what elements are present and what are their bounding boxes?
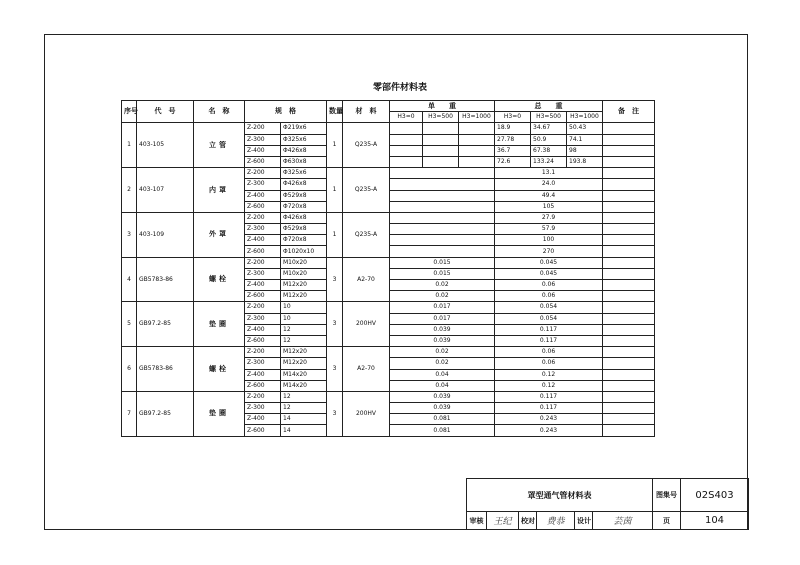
col-name: 名 称 [194,101,245,123]
total-h0-cell: 72.6 [495,156,531,167]
size-cell: Z-300 [245,358,281,369]
code-cell: GB97.2-85 [137,391,194,436]
total-weight-cell: 0.06 [495,291,603,302]
remark-cell [603,403,655,414]
col-spec: 规 格 [245,101,327,123]
spec-cell: M10x20 [281,268,327,279]
size-cell: Z-600 [245,335,281,346]
table-header-row [122,101,655,112]
remark-cell [603,168,655,179]
spec-cell: 14 [281,425,327,436]
size-cell: Z-600 [245,246,281,257]
total-weight-cell: 0.12 [495,369,603,380]
spec-cell: 12 [281,391,327,402]
remark-cell [603,347,655,358]
remark-cell [603,414,655,425]
atlas-label: 图集号 [653,479,681,512]
name-cell: 垫圈 [194,302,245,347]
total-weight-cell: 0.045 [495,257,603,268]
qty-cell: 1 [327,168,343,213]
size-cell: Z-200 [245,391,281,402]
unit-weight-cell: 0.081 [390,414,495,425]
size-cell: Z-400 [245,145,281,156]
size-cell: Z-400 [245,235,281,246]
total-h1000-cell: 50.43 [567,123,603,134]
total-h0-cell: 18.9 [495,123,531,134]
material-cell: A2-70 [343,257,390,302]
table-row [122,168,655,179]
seq-cell: 3 [122,212,137,257]
remark-cell [603,179,655,190]
spec-cell: M12x20 [281,358,327,369]
design-signature: 芸茵 [593,512,653,530]
col-unit-h0: H3=0 [390,112,423,123]
size-cell: Z-200 [245,212,281,223]
unit-weight-cell: 0.02 [390,280,495,291]
total-weight-cell: 0.12 [495,380,603,391]
size-cell: Z-200 [245,257,281,268]
design-label: 设计 [575,512,593,530]
qty-cell: 1 [327,123,343,168]
unit-weight-cell: 0.02 [390,291,495,302]
seq-cell: 5 [122,302,137,347]
material-cell: Q235-A [343,212,390,257]
remark-cell [603,302,655,313]
parts-table-body [122,123,655,436]
remark-cell [603,425,655,436]
remark-cell [603,201,655,212]
total-weight-cell: 0.054 [495,313,603,324]
review-signature: 王纪 [487,512,519,530]
col-total-weight: 总 重 [495,101,603,112]
unit-h1000-cell [459,123,495,134]
title-block [466,478,749,530]
size-cell: Z-300 [245,224,281,235]
qty-cell: 1 [327,212,343,257]
total-weight-cell: 0.054 [495,302,603,313]
qty-cell: 3 [327,391,343,436]
unit-weight-cell [390,168,495,179]
remark-cell [603,268,655,279]
page-number: 104 [681,512,749,530]
size-cell: Z-600 [245,156,281,167]
spec-cell: Φ1020x10 [281,246,327,257]
material-cell: A2-70 [343,347,390,392]
spec-cell: 12 [281,324,327,335]
col-material: 材 料 [343,101,390,123]
unit-h0-cell [390,156,423,167]
unit-h1000-cell [459,145,495,156]
remark-cell [603,246,655,257]
total-h0-cell: 36.7 [495,145,531,156]
size-cell: Z-600 [245,201,281,212]
unit-weight-cell: 0.039 [390,391,495,402]
col-qty: 数量 [327,101,343,123]
unit-weight-cell [390,246,495,257]
check-label: 校对 [519,512,537,530]
remark-cell [603,235,655,246]
code-cell: 403-107 [137,168,194,213]
size-cell: Z-400 [245,280,281,291]
col-unit-weight: 单 重 [390,101,495,112]
qty-cell: 3 [327,257,343,302]
spec-cell: Φ529x8 [281,190,327,201]
code-cell: GB5783-86 [137,257,194,302]
spec-cell: M14x20 [281,380,327,391]
review-label: 审核 [467,512,487,530]
size-cell: Z-200 [245,123,281,134]
seq-cell: 4 [122,257,137,302]
size-cell: Z-200 [245,168,281,179]
spec-cell: 12 [281,403,327,414]
col-seq: 序号 [122,101,137,123]
code-cell: GB97.2-85 [137,302,194,347]
spec-cell: 12 [281,335,327,346]
page-label: 页 [653,512,681,530]
name-cell: 螺栓 [194,347,245,392]
unit-weight-cell: 0.017 [390,302,495,313]
unit-h0-cell [390,145,423,156]
size-cell: Z-600 [245,380,281,391]
total-weight-cell: 49.4 [495,190,603,201]
spec-cell: Φ325x6 [281,168,327,179]
total-h1000-cell: 193.8 [567,156,603,167]
remark-cell [603,380,655,391]
document-title: 零部件材料表 [372,83,427,93]
remark-cell [603,391,655,402]
unit-weight-cell: 0.039 [390,335,495,346]
unit-h1000-cell [459,134,495,145]
remark-cell [603,212,655,223]
remark-cell [603,369,655,380]
size-cell: Z-400 [245,190,281,201]
unit-weight-cell: 0.02 [390,358,495,369]
spec-cell: Φ426x8 [281,145,327,156]
total-weight-cell: 0.243 [495,425,603,436]
total-weight-cell: 0.045 [495,268,603,279]
name-cell: 外罩 [194,212,245,257]
table-row [122,257,655,268]
size-cell: Z-300 [245,313,281,324]
total-h500-cell: 34.67 [531,123,567,134]
size-cell: Z-300 [245,403,281,414]
material-cell: Q235-A [343,168,390,213]
material-cell: 200HV [343,302,390,347]
remark-cell [603,257,655,268]
size-cell: Z-300 [245,134,281,145]
remark-cell [603,145,655,156]
total-h0-cell: 27.78 [495,134,531,145]
spec-cell: 14 [281,414,327,425]
spec-cell: Φ219x6 [281,123,327,134]
total-h1000-cell: 74.1 [567,134,603,145]
unit-weight-cell: 0.015 [390,268,495,279]
qty-cell: 3 [327,302,343,347]
table-row [122,212,655,223]
remark-cell [603,335,655,346]
unit-weight-cell: 0.081 [390,425,495,436]
unit-weight-cell: 0.039 [390,403,495,414]
total-weight-cell: 0.117 [495,324,603,335]
spec-cell: M12x20 [281,280,327,291]
size-cell: Z-600 [245,425,281,436]
code-cell: 403-105 [137,123,194,168]
unit-weight-cell [390,190,495,201]
size-cell: Z-300 [245,268,281,279]
unit-h0-cell [390,123,423,134]
material-cell: 200HV [343,391,390,436]
remark-cell [603,358,655,369]
remark-cell [603,280,655,291]
col-total-h1000: H3=1000 [567,112,603,123]
unit-h1000-cell [459,156,495,167]
check-signature: 费恭 [537,512,575,530]
qty-cell: 3 [327,347,343,392]
total-weight-cell: 57.9 [495,224,603,235]
spec-cell: Φ720x8 [281,235,327,246]
unit-h500-cell [423,145,459,156]
remark-cell [603,156,655,167]
name-cell: 立管 [194,123,245,168]
total-weight-cell: 0.06 [495,347,603,358]
unit-weight-cell [390,224,495,235]
seq-cell: 7 [122,391,137,436]
total-h1000-cell: 98 [567,145,603,156]
spec-cell: Φ325x6 [281,134,327,145]
seq-cell: 6 [122,347,137,392]
spec-cell: Φ720x8 [281,201,327,212]
table-row [122,347,655,358]
total-weight-cell: 0.06 [495,280,603,291]
code-cell: 403-109 [137,212,194,257]
size-cell: Z-200 [245,302,281,313]
col-total-h0: H3=0 [495,112,531,123]
unit-weight-cell: 0.02 [390,347,495,358]
spec-cell: M12x20 [281,291,327,302]
spec-cell: Φ426x8 [281,179,327,190]
name-cell: 垫圈 [194,391,245,436]
atlas-number: 02S403 [681,479,749,512]
name-cell: 内罩 [194,168,245,213]
remark-cell [603,224,655,235]
remark-cell [603,134,655,145]
size-cell: Z-200 [245,347,281,358]
remark-cell [603,324,655,335]
unit-h500-cell [423,156,459,167]
total-weight-cell: 105 [495,201,603,212]
total-h500-cell: 67.38 [531,145,567,156]
unit-weight-cell [390,235,495,246]
spec-cell: Φ426x8 [281,212,327,223]
spec-cell: M10x20 [281,257,327,268]
table-row [122,391,655,402]
unit-weight-cell: 0.04 [390,380,495,391]
table-row [122,302,655,313]
col-unit-h1000: H3=1000 [459,112,495,123]
total-weight-cell: 0.117 [495,403,603,414]
spec-cell: M14x20 [281,369,327,380]
seq-cell: 2 [122,168,137,213]
unit-weight-cell [390,201,495,212]
name-cell: 螺栓 [194,257,245,302]
total-weight-cell: 0.06 [495,358,603,369]
col-total-h500: H3=500 [531,112,567,123]
unit-h0-cell [390,134,423,145]
total-weight-cell: 100 [495,235,603,246]
spec-cell: M12x20 [281,347,327,358]
total-h500-cell: 50.9 [531,134,567,145]
table-row [122,123,655,134]
total-h500-cell: 133.24 [531,156,567,167]
unit-weight-cell: 0.039 [390,324,495,335]
spec-cell: 10 [281,302,327,313]
unit-h500-cell [423,134,459,145]
unit-weight-cell: 0.04 [390,369,495,380]
total-weight-cell: 13.1 [495,168,603,179]
total-weight-cell: 270 [495,246,603,257]
unit-weight-cell [390,212,495,223]
drawing-name: 罩型通气管材料表 [467,479,653,512]
col-remark: 备 注 [603,101,655,123]
total-weight-cell: 0.117 [495,391,603,402]
remark-cell [603,291,655,302]
spec-cell: 10 [281,313,327,324]
unit-weight-cell: 0.017 [390,313,495,324]
remark-cell [603,313,655,324]
size-cell: Z-400 [245,324,281,335]
unit-h500-cell [423,123,459,134]
material-cell: Q235-A [343,123,390,168]
size-cell: Z-600 [245,291,281,302]
seq-cell: 1 [122,123,137,168]
col-code: 代 号 [137,101,194,123]
parts-material-table [121,100,655,437]
spec-cell: Φ630x8 [281,156,327,167]
unit-weight-cell [390,179,495,190]
remark-cell [603,190,655,201]
total-weight-cell: 0.117 [495,335,603,346]
spec-cell: Φ529x8 [281,224,327,235]
unit-weight-cell: 0.015 [390,257,495,268]
size-cell: Z-400 [245,414,281,425]
col-unit-h500: H3=500 [423,112,459,123]
total-weight-cell: 0.243 [495,414,603,425]
code-cell: GB5783-86 [137,347,194,392]
size-cell: Z-400 [245,369,281,380]
total-weight-cell: 27.9 [495,212,603,223]
total-weight-cell: 24.0 [495,179,603,190]
size-cell: Z-300 [245,179,281,190]
remark-cell [603,123,655,134]
